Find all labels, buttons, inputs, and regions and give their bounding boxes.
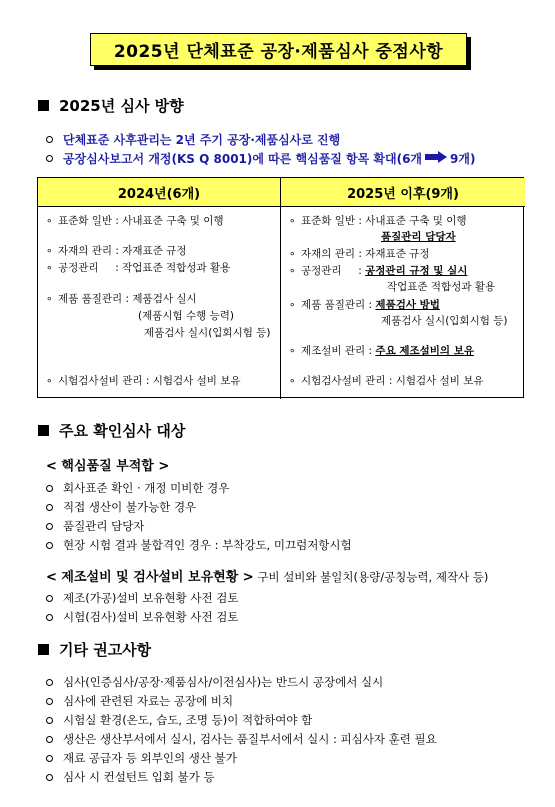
core-quality-item-2-text: 직접 생산이 불가능한 경우 bbox=[63, 500, 197, 514]
right-item-mfg bbox=[289, 343, 474, 358]
core-quality-subheading: < 핵심품질 부적합 > bbox=[46, 459, 170, 474]
bullet-glyph: ∘ bbox=[46, 215, 53, 227]
core-quality-item-1-text: 회사표준 확인 · 개정 미비한 경우 bbox=[63, 481, 230, 495]
section-main-audit-targets-heading: 주요 확인심사 대상 bbox=[59, 422, 186, 440]
right-item-material bbox=[289, 246, 429, 261]
bullet-glyph: ∘ bbox=[289, 248, 296, 260]
right-item-test-equipment bbox=[289, 373, 484, 388]
recommendation-item-4-text: 생산은 생산부서에서 실시, 검사는 품질부서에서 실시 : 피심사자 훈련 필요 bbox=[63, 732, 437, 746]
left-item-process-text: 공정관리 : 작업표준 적합성과 활용 bbox=[58, 262, 231, 274]
right-item-std-text: 표준화 일반 : 사내표준 구축 및 이행 bbox=[301, 215, 467, 227]
left-item-quality-sub2: 제품검사 실시(입회시험 등) bbox=[144, 327, 271, 339]
recommendation-item-4 bbox=[46, 731, 437, 747]
page-title-text: 2025년 단체표준 공장·제품심사 중점사항 bbox=[113, 42, 444, 62]
bullet-glyph: ∘ bbox=[46, 375, 53, 387]
table-header-2024 bbox=[38, 178, 281, 207]
circle-bullet-icon bbox=[46, 717, 53, 724]
circle-bullet-icon bbox=[46, 736, 53, 743]
recommendation-item-3 bbox=[46, 712, 312, 728]
bullet-glyph: ∘ bbox=[289, 375, 296, 387]
recommendation-item-2 bbox=[46, 693, 233, 709]
circle-bullet-icon bbox=[46, 755, 53, 762]
left-item-test-equipment-text: 시험검사설비 관리 : 시험검사 설비 보유 bbox=[58, 375, 241, 387]
right-item-std-sub: 품질관리 담당자 bbox=[381, 231, 456, 243]
direction-bullet-1-text: 단체표준 사후관리는 2년 주기 공장·제품심사로 진행 bbox=[63, 133, 341, 147]
circle-bullet-icon bbox=[46, 698, 53, 705]
right-item-quality-sub: 제품검사 실시(입회시험 등) bbox=[381, 315, 508, 327]
direction-bullet-2 bbox=[46, 150, 475, 167]
circle-bullet-icon bbox=[46, 504, 53, 511]
left-item-quality bbox=[46, 291, 197, 306]
circle-bullet-icon bbox=[46, 155, 53, 162]
left-item-quality-text: 제품 품질관리 : 제품검사 실시 bbox=[58, 293, 197, 305]
circle-bullet-icon bbox=[46, 774, 53, 781]
left-item-process bbox=[46, 260, 230, 275]
equipment-item-1-text: 제조(가공)설비 보유현황 사전 검토 bbox=[63, 591, 239, 605]
right-item-mfg-label: 제조설비 관리 : bbox=[301, 345, 376, 357]
page-title bbox=[90, 33, 467, 66]
square-bullet-icon bbox=[38, 644, 49, 655]
left-item-material-text: 자재의 관리 : 자재표준 규정 bbox=[58, 245, 187, 257]
circle-bullet-icon bbox=[46, 136, 53, 143]
section-audit-direction bbox=[38, 95, 184, 116]
right-item-material-text: 자재의 관리 : 자재표준 규정 bbox=[301, 248, 430, 260]
recommendation-item-1 bbox=[46, 674, 383, 690]
circle-bullet-icon bbox=[46, 595, 53, 602]
direction-bullet-1 bbox=[46, 131, 340, 148]
recommendation-item-1-text: 심사(인증심사/공장·제품심사/이전심사)는 반드시 공장에서 실시 bbox=[63, 675, 384, 689]
right-item-process bbox=[289, 263, 467, 278]
core-quality-item-4-text: 현장 시험 결과 불합격인 경우 : 부착강도, 미끄럼저항시험 bbox=[63, 538, 352, 552]
recommendation-item-2-text: 심사에 관련된 자료는 공장에 비치 bbox=[63, 694, 234, 708]
table-header-2025-text: 2025년 이후(9개) bbox=[347, 186, 459, 202]
direction-bullet-2-tail: 9개) bbox=[450, 152, 476, 166]
comparison-table bbox=[37, 177, 524, 398]
recommendation-item-6-text: 심사 시 컨설턴트 입회 불가 등 bbox=[63, 770, 215, 784]
right-item-mfg-bold: 주요 제조설비의 보유 bbox=[375, 345, 475, 357]
table-cell-2024 bbox=[38, 207, 281, 399]
left-item-test-equipment bbox=[46, 373, 241, 388]
core-quality-item-3 bbox=[46, 518, 144, 534]
equipment-item-2-text: 시험(검사)설비 보유현황 사전 검토 bbox=[63, 610, 239, 624]
equipment-subheading-text: < 제조설비 및 검사설비 보유현황 > bbox=[46, 570, 254, 585]
section-main-audit-targets bbox=[38, 420, 185, 441]
square-bullet-icon bbox=[38, 425, 49, 436]
core-quality-item-2 bbox=[46, 499, 196, 515]
table-cell-2025 bbox=[281, 207, 525, 399]
circle-bullet-icon bbox=[46, 542, 53, 549]
core-quality-item-1 bbox=[46, 480, 229, 496]
section-other-recommendations-heading: 기타 권고사항 bbox=[59, 641, 152, 659]
right-item-process-bold: 공정관리 규정 및 실시 bbox=[365, 265, 468, 277]
core-quality-item-4 bbox=[46, 537, 352, 553]
right-item-quality bbox=[289, 297, 440, 312]
circle-bullet-icon bbox=[46, 614, 53, 621]
right-item-std bbox=[289, 213, 467, 228]
circle-bullet-icon bbox=[46, 523, 53, 530]
section-audit-direction-heading: 2025년 심사 방향 bbox=[59, 97, 184, 115]
recommendation-item-3-text: 시험실 환경(온도, 습도, 조명 등)이 적합하여야 함 bbox=[63, 713, 313, 727]
direction-bullet-2-text: 공장심사보고서 개정(KS Q 8001)에 따른 핵심품질 항목 확대(6개 bbox=[63, 152, 423, 166]
circle-bullet-icon bbox=[46, 679, 53, 686]
table-header-2025 bbox=[281, 178, 525, 207]
left-item-std-text: 표준화 일반 : 사내표준 구축 및 이행 bbox=[58, 215, 224, 227]
recommendation-item-6 bbox=[46, 769, 215, 785]
right-item-quality-label: 제품 품질관리 : bbox=[301, 299, 376, 311]
bullet-glyph: ∘ bbox=[289, 215, 296, 227]
left-item-quality-sub1: (제품시험 수행 능력) bbox=[138, 310, 235, 322]
bullet-glyph: ∘ bbox=[46, 293, 53, 305]
recommendation-item-5 bbox=[46, 750, 237, 766]
bullet-glyph: ∘ bbox=[289, 299, 296, 311]
left-item-material bbox=[46, 243, 186, 258]
right-item-test-equipment-text: 시험검사설비 관리 : 시험검사 설비 보유 bbox=[301, 375, 484, 387]
right-item-process-sub: 작업표준 적합성과 활용 bbox=[387, 281, 496, 293]
section-other-recommendations bbox=[38, 639, 151, 660]
circle-bullet-icon bbox=[46, 485, 53, 492]
recommendation-item-5-text: 재료 공급자 등 외부인의 생산 불가 bbox=[63, 751, 237, 765]
bullet-glyph: ∘ bbox=[46, 262, 53, 274]
square-bullet-icon bbox=[38, 100, 49, 111]
equipment-item-2 bbox=[46, 609, 238, 625]
equipment-subheading bbox=[46, 566, 488, 585]
core-quality-item-3-text: 품질관리 담당자 bbox=[63, 519, 145, 533]
left-item-std bbox=[46, 213, 224, 228]
right-item-process-label: 공정관리 : bbox=[301, 265, 366, 277]
equipment-item-1 bbox=[46, 590, 238, 606]
right-item-quality-bold: 제품검사 방법 bbox=[375, 299, 440, 311]
bullet-glyph: ∘ bbox=[46, 245, 53, 257]
equipment-subheading-note: 구비 설비와 불일치(용량/공칭능력, 제작사 등) bbox=[253, 570, 489, 584]
table-header-2024-text: 2024년(6개) bbox=[117, 186, 201, 202]
bullet-glyph: ∘ bbox=[289, 345, 296, 357]
bullet-glyph: ∘ bbox=[289, 265, 296, 277]
right-arrow-icon bbox=[425, 151, 447, 167]
